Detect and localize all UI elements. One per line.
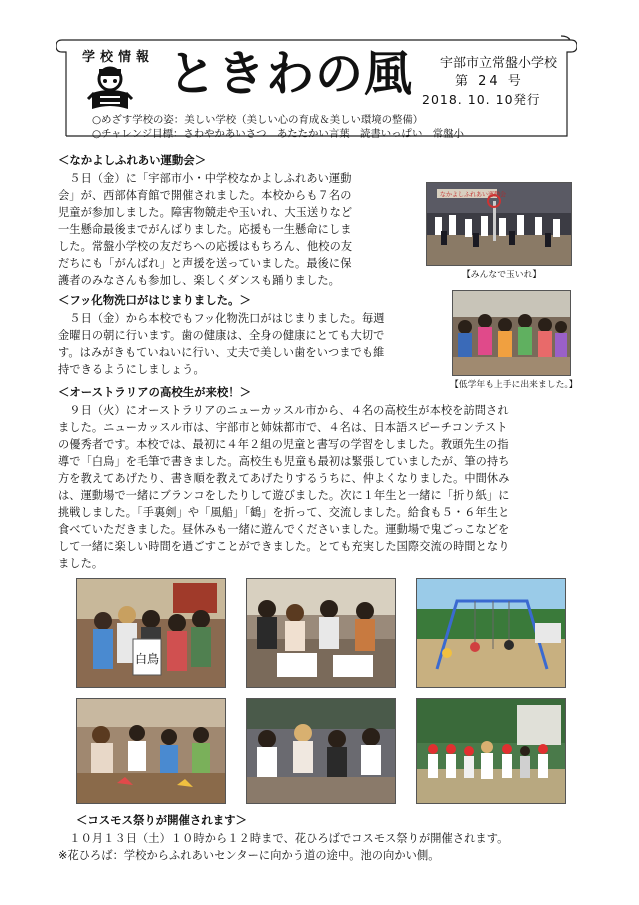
photo-school-lunch-image [247, 699, 395, 803]
photo-ball-toss [426, 182, 572, 266]
text-line: ５日（金）に「宇部市小・中学校なかよしふれあい運動 [58, 172, 352, 185]
photo-outdoor-group [416, 698, 566, 804]
text-line: 会」が、西部体育館で開催されました。本校からも７名の [58, 189, 352, 202]
section-heading-cosmos: ＜コスモス祭りが開催されます＞ [76, 813, 247, 827]
school-name: 宇部市立常盤小学校 [440, 56, 558, 71]
text-line: 金曜日の朝に行います。歯の健康は、全身の健康にとても大切で [58, 329, 385, 342]
text-line: ました。 [58, 557, 104, 570]
text-line: の優秀者です。本校では、最初に４年２組の児童と書写の学習をしました。教頭先生の指 [58, 438, 509, 451]
text-line: 導で「白鳥」を毛筆で書きました。高校生も児童も最初は緊張していましたが、筆の持ち [58, 455, 510, 468]
text-line: ※花ひろば：学校からふれあいセンターに向かう道の途中。池の向かい側。 [58, 849, 440, 862]
photo-calligraphy-group-image [77, 579, 225, 687]
newsletter-title: ときわの風 [168, 46, 414, 102]
text-line: ました。ニューカッスル市は、宇部市と姉妹都市で、４名は、日本語スピーチコンテスト [58, 421, 508, 434]
text-line: 持できるようにしましょう。 [58, 363, 205, 376]
text-line: １０月１３日（土）１０時から１２時まで、花ひろばでコスモス祭りが開催されます。 [58, 832, 509, 845]
challenge-goal: ○チャレンジ目標：さわやかあいさつ あたたかい言葉 読書いっぱい 常盤小 [92, 128, 464, 140]
calligraphy-paper-text: 白鳥 [135, 652, 160, 666]
photo-caption-fluoride: 【低学年も上手に出来ました。】 [450, 380, 578, 390]
text-line: 児童が参加しました。障害物競走や玉いれ、大玉送りなど [58, 206, 353, 219]
section-heading-australia: ＜オーストラリアの高校生が来校！＞ [58, 385, 252, 399]
text-line: ９日（火）にオーストラリアのニューカッスル市から、４名の高校生が本校を訪問され [58, 404, 509, 417]
section-body-sports-day [58, 170, 418, 289]
issue-date: 2018. 10. 10発行 [422, 92, 541, 107]
section-body-cosmos [58, 830, 598, 864]
photo-ball-toss-image [427, 183, 571, 265]
banner-sign-text: なかよしふれあい運動会 [440, 191, 507, 199]
section-body-australia [58, 402, 588, 572]
photo-origami-image [77, 699, 225, 803]
photo-fluoride-rinse-image [453, 291, 570, 375]
text-line: して一緒に楽しい時間を過ごすことができました。とても充実した国際交流の時間となり [58, 540, 510, 553]
photo-calligraphy-lesson-image [247, 579, 395, 687]
section-body-fluoride [58, 310, 448, 378]
text-line: 方を教えてあげたり、書き順を教えてあげたりするうちに、仲よくなりました。中間休み [58, 472, 510, 485]
photo-swings-playground-image [417, 579, 565, 687]
text-line: 護者のみなさんも参加し、楽しくダンスも踊りました。 [58, 274, 340, 287]
text-line: ５日（金）から本校でもフッ化物洗口がはじまりました。毎週 [58, 312, 385, 325]
text-line: 一生懸命最後までがんばりました。応援も一生懸命にしま [58, 223, 352, 236]
school-mascot-logo [86, 63, 134, 113]
text-line: した。常盤小学校の友だちへの応援はもちろん、他校の友 [58, 240, 353, 253]
photo-swings-playground [416, 578, 566, 688]
text-line: 挑戦しました。「手裏剣」や「風船」「鶴」を折って、交流しました。給食も５・６年生と [58, 506, 510, 519]
text-line: だちにも「がんばれ」と声援を送っていました。最後に保 [58, 257, 352, 270]
photo-caption-ball-toss: 【みんなで玉いれ】 [462, 270, 542, 280]
photo-school-lunch [246, 698, 396, 804]
header-label: 学校情報 [82, 50, 155, 65]
photo-outdoor-group-image [417, 699, 565, 803]
section-heading-sports-day: ＜なかよしふれあい運動会＞ [58, 153, 207, 167]
school-goal: ○めざす学校の姿：美しい学校（美しい心の育成＆美しい環境の整備） [92, 114, 424, 126]
issue-number: 第 24 号 [455, 74, 524, 89]
section-heading-fluoride: ＜フッ化物洗口がはじまりました。＞ [58, 293, 251, 307]
photo-calligraphy-group [76, 578, 226, 688]
text-line: 食べていただきました。昼休みも一緒に遊んでくださいました。運動場で鬼ごっこなどを [58, 523, 510, 536]
photo-calligraphy-lesson [246, 578, 396, 688]
photo-origami [76, 698, 226, 804]
text-line: は、運動場で一緒にブランコをしたりして遊びました。次に１年生と一緒に「折り紙」に [58, 489, 510, 502]
text-line: す。はみがきもていねいに行い、丈夫で美しい歯をいつまでも維 [58, 346, 385, 359]
photo-fluoride-rinse [452, 290, 571, 376]
